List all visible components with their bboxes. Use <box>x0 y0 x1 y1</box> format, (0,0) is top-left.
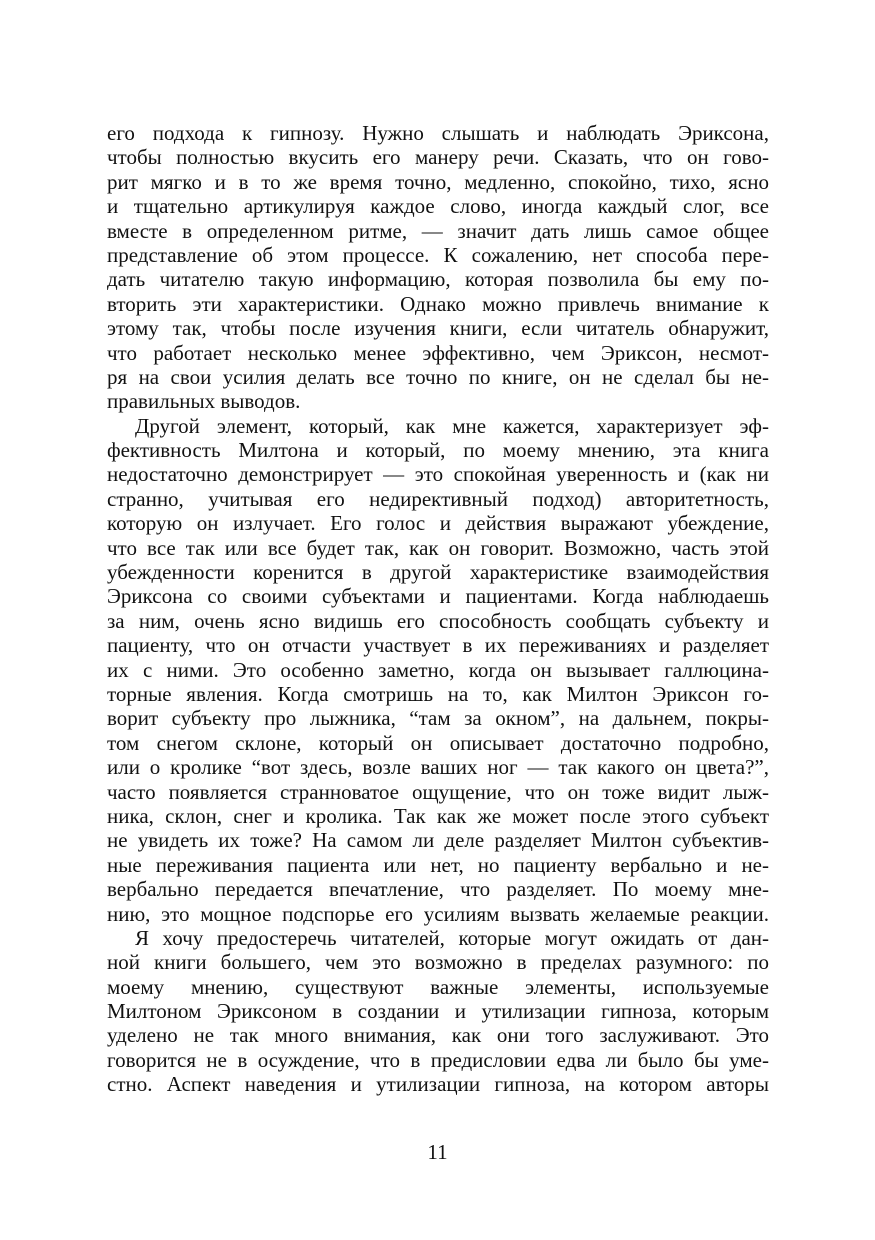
text-line: том снегом склоне, который он описывает достаточно подробно, <box>107 730 769 755</box>
text-line: правильных выводов. <box>107 389 301 414</box>
paragraph-3 <box>107 926 769 1097</box>
text-line: уделено не так много внимания, как они того заслуживают. Это <box>107 1023 769 1048</box>
text-line: Я хочу предостеречь читателей, которые могут ожидать от дан- <box>135 925 769 950</box>
text-line: часто появляется странноватое ощущение, что он тоже видит лыж- <box>107 779 769 804</box>
text-line: Милтоном Эриксоном в создании и утилизации гипноза, которым <box>107 999 769 1024</box>
text-line: торные явления. Когда смотришь на то, как Милтон Эриксон го- <box>107 681 769 706</box>
text-line: или о кролике “вот здесь, возле ваших ног — так какого он цвета?”, <box>107 755 769 780</box>
text-line: стно. Аспект наведения и утилизации гипноза, на котором авторы <box>107 1072 769 1097</box>
text-line: и тщательно артикулируя каждое слово, иногда каждый слог, все <box>107 194 769 219</box>
text-line: вторить эти характеристики. Однако можно привлечь внимание к <box>107 291 769 316</box>
text-line: что все так или все будет так, как он говорит. Возможно, часть этой <box>107 535 769 560</box>
text-line: убежденности коренится в другой характеристике взаимодействия <box>107 560 769 585</box>
text-line: ря на свои усилия делать все точно по книге, он не сделал бы не- <box>107 364 769 389</box>
text-line: Другой элемент, который, как мне кажется, характеризует эф- <box>135 413 769 438</box>
text-line: пациенту, что он отчасти участвует в их переживаниях и разделяет <box>107 633 769 658</box>
text-line: Эриксона со своими субъектами и пациентами. Когда наблюдаешь <box>107 584 769 609</box>
text-line: его подхода к гипнозу. Нужно слышать и наблюдать Эриксона, <box>107 121 769 145</box>
text-line: дать читателю такую информацию, которая позволила бы ему по- <box>107 267 769 292</box>
text-line: ные переживания пациента или нет, но пациенту вербально и не- <box>107 852 769 877</box>
text-line: которую он излучает. Его голос и действия выражают убеждение, <box>107 511 769 536</box>
text-line: недостаточно демонстрирует — это спокойная уверенность и (как ни <box>107 462 769 487</box>
text-line: что работает несколько менее эффективно, чем Эриксон, несмот- <box>107 340 769 365</box>
text-line: вербально передается впечатление, что разделяет. По моему мне- <box>107 877 769 902</box>
text-line: вместе в определенном ритме, — значит дать лишь самое общее <box>107 218 769 243</box>
text-line: ной книги большего, чем это возможно в пределах разумного: по <box>107 950 769 975</box>
paragraph-1 <box>107 121 769 414</box>
text-line: моему мнению, существуют важные элементы, используемые <box>107 974 769 999</box>
text-line: ворит субъекту про лыжника, “там за окном”, на дальнем, покры- <box>107 706 769 731</box>
text-line: не увидеть их тоже? На самом ли деле разделяет Милтон субъектив- <box>107 828 769 853</box>
text-line: фективность Милтона и который, по моему мнению, эта книга <box>107 438 769 463</box>
text-line: нию, это мощное подспорье его усилиям вызвать желаемые реакции. <box>107 901 769 926</box>
text-line: чтобы полностью вкусить его манеру речи. Сказать, что он гово- <box>107 145 769 170</box>
text-line: ника, склон, снег и кролика. Так как же может после этого субъект <box>107 803 769 828</box>
text-line: их с ними. Это особенно заметно, когда он вызывает галлюцина- <box>107 657 769 682</box>
page-number: 11 <box>427 1140 448 1164</box>
text-line: рит мягко и в то же время точно, медленно, спокойно, тихо, ясно <box>107 169 769 194</box>
text-line: странно, учитывая его недирективный подход) авторитетность, <box>107 486 769 511</box>
text-line: говорится не в осуждение, что в предисловии едва ли было бы уме- <box>107 1047 769 1072</box>
text-line: за ним, очень ясно видишь его способность сообщать субъекту и <box>107 608 769 633</box>
text-line: этому так, чтобы после изучения книги, если читатель обнаружит, <box>107 316 769 341</box>
body-text <box>107 121 769 1097</box>
text-line: представление об этом процессе. К сожалению, нет способа пере- <box>107 242 769 267</box>
paragraph-2 <box>107 414 769 926</box>
